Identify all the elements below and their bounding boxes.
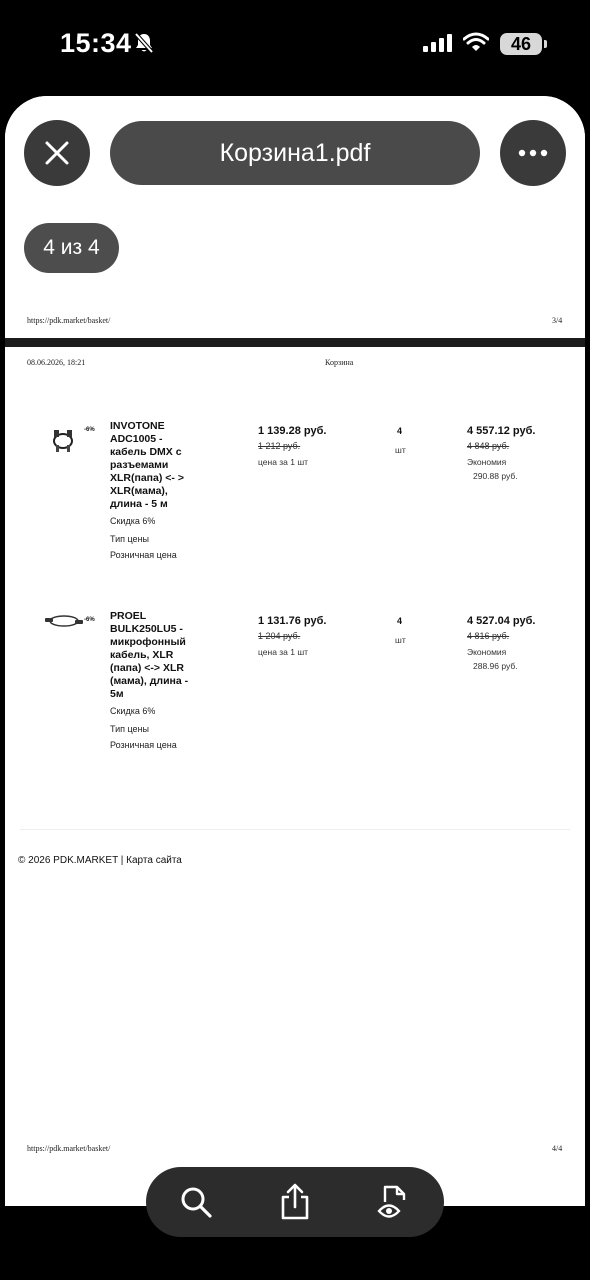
quantity-unit: шт (395, 635, 406, 645)
eye-document-icon (377, 1184, 411, 1220)
quantity: 4 (397, 616, 403, 626)
divider (20, 829, 570, 830)
dmx-cable-image (48, 427, 78, 453)
savings-label: Экономия (467, 457, 507, 467)
price-type-label: Тип цены (110, 534, 150, 544)
battery-level: 46 (500, 33, 542, 55)
wifi-icon (463, 32, 489, 52)
unit-price: 1 131.76 руб. (258, 615, 327, 627)
product-name-line: XLR(мама), (110, 485, 168, 497)
page-footer-number: 4/4 (552, 1144, 563, 1153)
price-per-unit-label: цена за 1 шт (258, 457, 309, 467)
page-footer-number: 3/4 (552, 316, 563, 325)
line-total: 4 527.04 руб. (467, 615, 536, 627)
discount-label: Скидка 6% (110, 516, 156, 526)
cart-item (20, 407, 570, 587)
view-document-button[interactable] (373, 1181, 415, 1223)
product-name-line: (папа) <-> XLR (110, 662, 184, 674)
search-button[interactable] (175, 1181, 217, 1223)
product-name[interactable] (110, 610, 206, 701)
old-unit-price: 1 212 руб. (258, 441, 301, 451)
bottom-toolbar (146, 1167, 444, 1237)
product-name[interactable] (110, 420, 206, 511)
bell-slash-icon (134, 32, 154, 54)
line-total: 4 557.12 руб. (467, 425, 536, 437)
product-name-line: XLR(папа) <- > (110, 472, 184, 484)
search-icon (179, 1185, 213, 1219)
unit-price: 1 139.28 руб. (258, 425, 327, 437)
old-line-total: 4 816 руб. (467, 631, 510, 641)
page-counter[interactable]: 4 из 4 (24, 223, 119, 273)
page-separator (5, 338, 585, 347)
price-type-value: Розничная цена (110, 550, 177, 560)
page-footer-url: https://pdk.market/basket/ (27, 316, 111, 325)
pdf-viewer-sheet (5, 96, 585, 1206)
product-name-line: микрофонный (110, 636, 186, 648)
share-button[interactable] (274, 1181, 316, 1223)
product-name-line: 5м (110, 688, 124, 700)
microphone-cable-image (44, 611, 84, 631)
product-name-line: кабель, XLR (110, 649, 174, 661)
old-unit-price: 1 204 руб. (258, 631, 301, 641)
battery-tip (544, 40, 547, 48)
cart-item (20, 597, 570, 777)
discount-label: Скидка 6% (110, 706, 156, 716)
page-header-datetime: 08.06.2026, 18:21 (27, 358, 86, 367)
product-name-line: длина - 5 м (110, 498, 168, 510)
quantity-unit: шт (395, 445, 406, 455)
product-name-line: BULK250LU5 - (110, 623, 183, 635)
price-type-label: Тип цены (110, 724, 150, 734)
close-button[interactable] (24, 120, 90, 186)
status-bar (0, 0, 590, 90)
share-icon (279, 1183, 311, 1221)
site-footer: © 2026 PDK.MARKET | Карта сайта (18, 855, 182, 866)
quantity: 4 (397, 426, 403, 436)
price-type-value: Розничная цена (110, 740, 177, 750)
status-time: 15:34 (60, 28, 132, 58)
savings-label: Экономия (467, 647, 507, 657)
discount-tag: -6% (84, 617, 95, 623)
product-name-line: (мама), длина - (110, 675, 189, 687)
more-icon (518, 149, 548, 157)
pdf-page-4 (5, 347, 585, 1177)
page-footer-url: https://pdk.market/basket/ (27, 1144, 111, 1153)
price-per-unit-label: цена за 1 шт (258, 647, 309, 657)
file-title[interactable]: Корзина1.pdf (110, 121, 480, 185)
savings-value: 288.96 руб. (473, 661, 518, 671)
savings-value: 290.88 руб. (473, 471, 518, 481)
product-name-line: кабель DMX с (110, 446, 182, 458)
product-name-line: PROEL (110, 610, 147, 622)
product-name-line: INVOTONE (110, 420, 165, 432)
more-button[interactable] (500, 120, 566, 186)
old-line-total: 4 848 руб. (467, 441, 510, 451)
cellular-signal-icon (423, 34, 453, 52)
product-name-line: ADC1005 - (110, 433, 163, 445)
close-icon (44, 140, 70, 166)
product-name-line: разъемами (110, 459, 169, 471)
page-header-title: Корзина (325, 358, 354, 367)
discount-tag: -6% (84, 427, 95, 433)
